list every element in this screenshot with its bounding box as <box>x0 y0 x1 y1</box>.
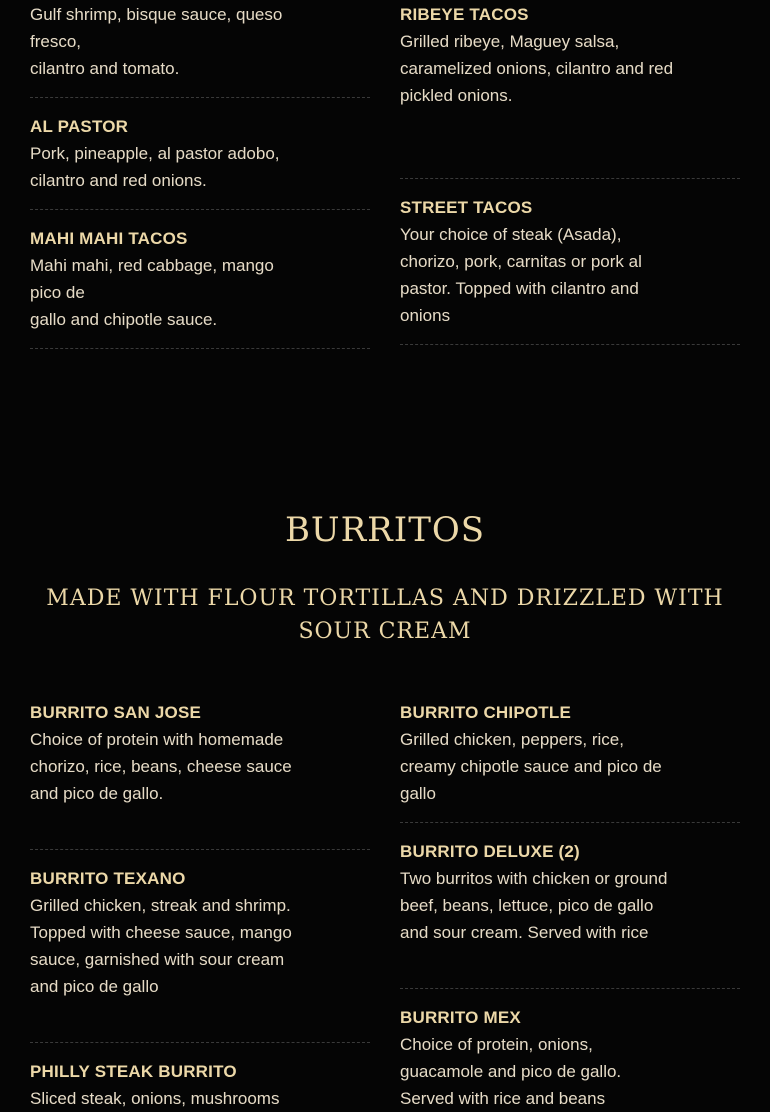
menu-item-description: Grilled chicken, streak and shrimp. Topped with cheese sauce, mango sauce, garnished with sour cream and pico de gallo <box>30 896 292 996</box>
section-title: BURRITOS <box>284 510 486 550</box>
menu-item-description: Gulf shrimp, bisque sauce, queso fresco, cilantro and tomato. <box>30 5 283 78</box>
menu-item-ribeye-tacos <box>400 1 740 109</box>
menu-item-burrito-san-jose <box>30 699 370 807</box>
menu-item-name: MAHI MAHI TACOS <box>30 229 188 248</box>
item-divider <box>30 348 370 349</box>
item-divider <box>400 344 740 345</box>
menu-item-description: Grilled chicken, peppers, rice, creamy chipotle sauce and pico de gallo <box>400 730 662 803</box>
item-divider <box>400 178 740 179</box>
menu-item-name: PHILLY STEAK BURRITO <box>30 1062 237 1081</box>
menu-item-burrito-texano <box>30 865 370 1000</box>
section-subtitle: MADE WITH FLOUR TORTILLAS AND DRIZZLED WITH SOUR CREAM <box>46 586 724 644</box>
menu-item-name: STREET TACOS <box>400 198 533 217</box>
menu-item-description: Grilled ribeye, Maguey salsa, caramelized onions, cilantro and red pickled onions. <box>400 32 674 105</box>
menu-item-street-tacos <box>400 194 740 329</box>
menu-item-description: Choice of protein with homemade chorizo, rice, beans, cheese sauce and pico de gallo. <box>30 730 292 803</box>
menu-item-shrimp-tacos <box>30 1 370 82</box>
menu-item-burrito-deluxe <box>400 838 740 946</box>
menu-item-description: Choice of protein, onions, guacamole and pico de gallo. Served with rice and beans <box>400 1035 622 1108</box>
menu-item-name: BURRITO MEX <box>400 1008 521 1027</box>
menu-item-description: Two burritos with chicken or ground beef, beans, lettuce, pico de gallo and sour cream. Served with rice <box>400 869 668 942</box>
menu-item-burrito-mex <box>400 1004 740 1112</box>
menu-item-name: RIBEYE TACOS <box>400 5 529 24</box>
item-divider <box>30 209 370 210</box>
menu-item-burrito-chipotle <box>400 699 740 807</box>
menu-item-description: Pork, pineapple, al pastor adobo, cilantro and red onions. <box>30 144 280 190</box>
menu-item-description: Sliced steak, onions, mushrooms <box>30 1089 280 1108</box>
item-divider <box>400 988 740 989</box>
menu-item-al-pastor <box>30 113 370 194</box>
menu-item-name: BURRITO CHIPOTLE <box>400 703 572 722</box>
item-divider <box>30 1042 370 1043</box>
menu-item-name: AL PASTOR <box>30 117 129 136</box>
item-divider <box>30 97 370 98</box>
menu-item-name: BURRITO DELUXE (2) <box>400 842 580 861</box>
menu-item-philly-steak-burrito <box>30 1058 370 1112</box>
item-divider <box>400 822 740 823</box>
menu-item-name: BURRITO TEXANO <box>30 869 186 888</box>
menu-item-description: Your choice of steak (Asada), chorizo, pork, carnitas or pork al pastor. Topped with cilantro and onions <box>400 225 642 325</box>
menu-item-name: BURRITO SAN JOSE <box>30 703 202 722</box>
menu-item-description: Mahi mahi, red cabbage, mango pico de gallo and chipotle sauce. <box>30 256 274 329</box>
item-divider <box>30 849 370 850</box>
menu-item-mahi-mahi-tacos <box>30 225 370 333</box>
